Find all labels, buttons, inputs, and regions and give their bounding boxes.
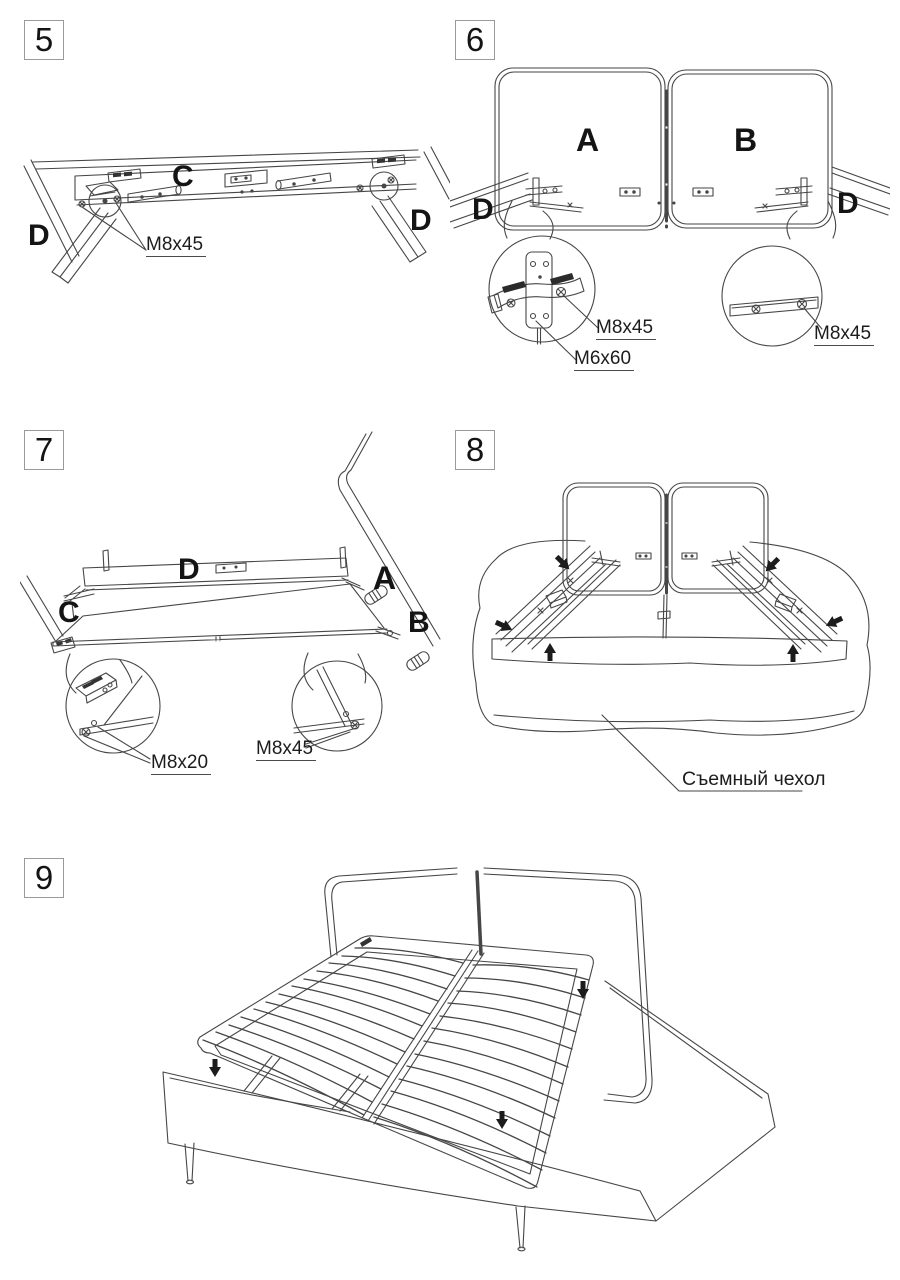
part-label-d-left: D [28, 219, 50, 252]
hardware-label-m8x45: M8x45 [146, 234, 206, 257]
part-label-b: B [408, 606, 430, 639]
panel-seam [477, 872, 481, 954]
step-7-drawing [20, 425, 450, 820]
detail-circle-rail-screws [722, 246, 822, 346]
step-number: 6 [465, 21, 485, 58]
step-number: 5 [34, 21, 54, 58]
step-number: 8 [465, 431, 485, 468]
step-number-box [24, 430, 64, 470]
step-number: 7 [34, 431, 54, 468]
part-label-a: A [576, 122, 600, 158]
step-6-section [450, 15, 890, 415]
step-6-drawing [450, 15, 890, 415]
headboard-assembly-drawing [450, 68, 890, 360]
slats-right [374, 965, 589, 1187]
step-8-drawing [450, 425, 890, 825]
hardware-label-m8x45: M8x45 [256, 738, 316, 761]
part-label-a: A [373, 560, 397, 596]
part-label-b: B [734, 122, 758, 158]
step-9-section [20, 850, 880, 1275]
cover-assembly-drawing [473, 483, 870, 791]
part-label-d-right: D [410, 204, 432, 237]
hardware-label-m8x45-rail: M8x45 [814, 323, 874, 346]
step-number: 9 [34, 859, 54, 896]
part-label-d-left: D [472, 193, 494, 226]
step-number-box [24, 20, 64, 60]
hardware-label-m6x60: M6x60 [574, 348, 634, 371]
part-label-d: D [178, 553, 200, 586]
removable-cover-label: Съемный чехол [682, 768, 826, 790]
frame-assembly-drawing [20, 432, 440, 763]
step-number-box [455, 430, 495, 470]
hardware-label-m8x20: M8x20 [151, 752, 211, 775]
detail-circle-m8x20 [66, 659, 160, 753]
crossrail-assembly-drawing [24, 147, 450, 283]
step-7-section [20, 425, 450, 820]
step-8-section [450, 425, 890, 825]
step-5-section [20, 15, 450, 345]
step-number-box [455, 20, 495, 60]
step-9-drawing [20, 850, 880, 1275]
hardware-label-m8x45-bracket: M8x45 [596, 317, 656, 340]
slat-base-drawing [163, 868, 775, 1251]
part-label-c: C [58, 596, 80, 629]
step-number-box [24, 858, 64, 898]
part-label-c: C [172, 160, 194, 193]
part-label-d-right: D [837, 187, 859, 220]
step-5-drawing [20, 15, 450, 345]
